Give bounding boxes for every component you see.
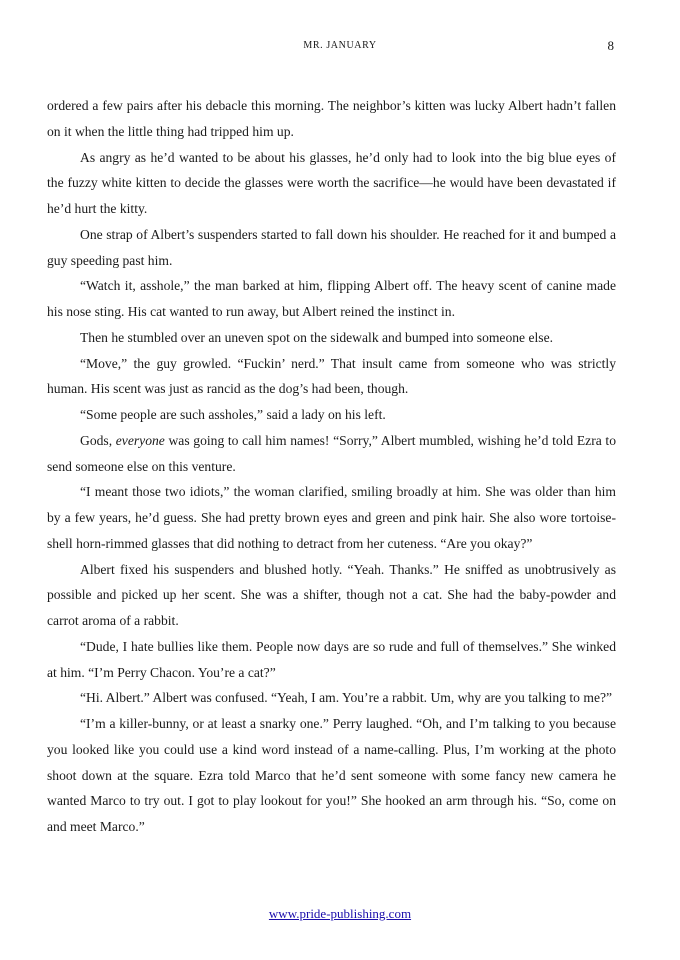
- paragraph: ordered a few pairs after his debacle this morning. The neighbor’s kitten was lucky Albert hadn’t fallen on it when the little thing had tripped him up.: [47, 98, 616, 139]
- paragraph: One strap of Albert’s suspenders started to fall down his shoulder. He reached for it and bumped a guy speeding past him.: [47, 226, 616, 268]
- paragraph: “Watch it, asshole,” the man barked at him, flipping Albert off. The heavy scent of canine made his nose sting. His cat wanted to run away, but Albert reined the instinct in.: [47, 278, 616, 319]
- paragraph: “Move,” the guy growled. “Fuckin’ nerd.” That insult came from someone who was strictly human. His scent was just as rancid as the dog’s had been, though.: [47, 355, 616, 397]
- paragraph: “Hi. Albert.” Albert was confused. “Yeah, I am. You’re a rabbit. Um, why are you talking to me?”: [80, 690, 613, 706]
- paragraph-text: Gods,: [80, 432, 116, 448]
- paragraph: [47, 428, 616, 480]
- paragraph: Then he stumbled over an uneven spot on the sidewalk and bumped into someone else.: [80, 329, 554, 345]
- paragraph: “I’m a killer-bunny, or at least a snarky one.” Perry laughed. “Oh, and I’m talking to you because you looked like you could use a kind word instead of a name-calling. Plus, I’m working at the photo shoot down at the square. Ezra told Marco that he’d sent someone with some fancy new camera he wanted Marco to try out. I got to play lookout for you!” She hooked an arm through his. “So, come on and meet Marco.”: [47, 716, 616, 834]
- paragraph: As angry as he’d wanted to be about his glasses, he’d only had to look into the big blue eyes of the fuzzy white kitten to decide the glasses were worth the sacrifice—he would have been devastated if he’d hurt the kitty.: [47, 149, 616, 216]
- paragraph: “I meant those two idiots,” the woman clarified, smiling broadly at him. She was older than him by a few years, he’d guess. She had pretty brown eyes and green and pink hair. She also wore tortoise-shell horn-rimmed glasses that did nothing to detract from her cuteness. “Are you okay?”: [47, 484, 616, 551]
- body-text: [47, 93, 616, 840]
- paragraph: Albert fixed his suspenders and blushed hotly. “Yeah. Thanks.” He sniffed as unobtrusively as possible and picked up her scent. She was a shifter, though not a cat. She had the baby-powder and carrot aroma of a rabbit.: [47, 561, 616, 628]
- page-header: [0, 38, 680, 54]
- page-number: 8: [607, 38, 614, 53]
- running-title: MR. JANUARY: [303, 40, 377, 51]
- paragraph-text: was going to call him names! “Sorry,” Albert mumbled, wishing he’d told Ezra to send someone else on this venture.: [47, 432, 617, 474]
- paragraph: “Dude, I hate bullies like them. People now days are so rude and full of themselves.” She winked at him. “I’m Perry Chacon. You’re a cat?”: [47, 638, 616, 680]
- paragraph: “Some people are such assholes,” said a lady on his left.: [80, 407, 386, 422]
- emphasized-word: everyone: [115, 432, 165, 448]
- publisher-link[interactable]: www.pride-publishing.com: [268, 906, 412, 921]
- page-footer: [0, 905, 680, 923]
